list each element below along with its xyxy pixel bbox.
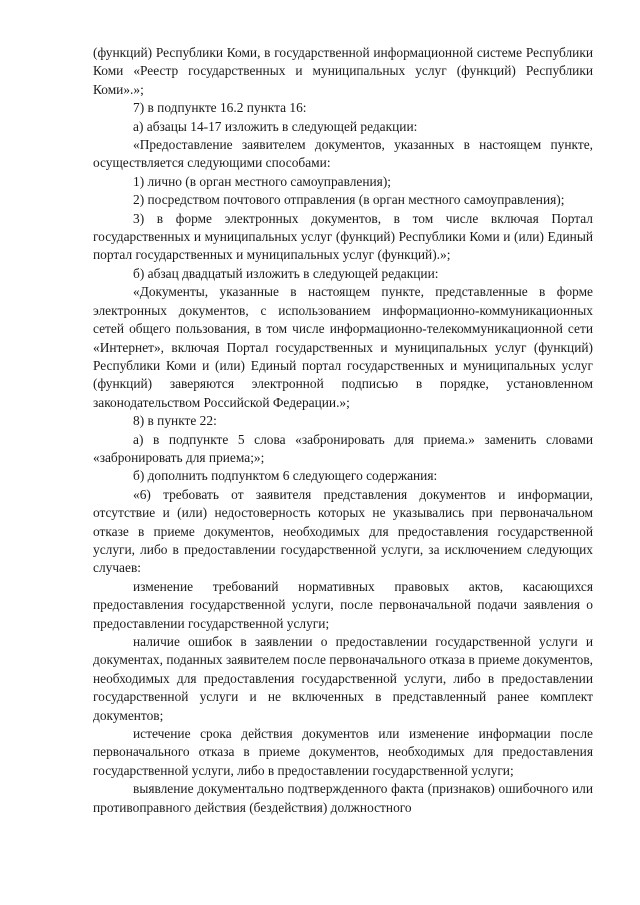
paragraph: 8) в пункте 22:	[133, 413, 217, 429]
paragraph: выявление документально подтвержденного факта (признаков) ошибочного или противоправного действия (бездействия) должностного	[93, 781, 593, 815]
paragraph: (функций) Республики Коми, в государственной информационной системе Республики Коми «Реестр государственных и муниципальных услуг (функций) Республики Коми».»;	[93, 45, 593, 97]
paragraph: истечение срока действия документов или изменение информации после первоначального отказа в приеме документов, необходимых для предоставления государственной услуги, либо в предоставлении государственной услуги;	[93, 726, 593, 778]
paragraph: «Предоставление заявителем документов, указанных в настоящем пункте, осуществляется следующими способами:	[93, 137, 593, 171]
paragraph: б) дополнить подпунктом 6 следующего содержания:	[133, 468, 438, 484]
paragraph: «6) требовать от заявителя представления документов и информации, отсутствие и (или) недостоверность которых не указывались при первоначальном отказе в приеме документов, необходимых для предоставления государственной услуги, либо в предоставлении государственной услуги, за исключением следующих случаев:	[93, 486, 593, 576]
paragraph: 2) посредством почтового отправления (в орган местного самоуправления);	[133, 192, 565, 208]
paragraph: 1) лично (в орган местного самоуправления);	[133, 173, 392, 189]
paragraph: б) абзац двадцатый изложить в следующей редакции:	[133, 265, 439, 281]
paragraph: 7) в подпункте 16.2 пункта 16:	[133, 100, 307, 116]
document-body	[93, 44, 593, 817]
paragraph: 3) в форме электронных документов, в том числе включая Портал государственных и муниципальных услуг (функций) Республики Коми и (или) Единый портал государственных и муниципальных услуг (функций).»;	[93, 210, 593, 263]
paragraph: «Документы, указанные в настоящем пункте, представленные в форме электронных документов, с использованием информационно-коммуникационных сетей общего пользования, в том числе информационно-телекоммуникационной сети «Интернет», включая Портал государственных и муниципальных услуг (функций) Республики Коми и (или) Единый портал государственных и муниципальных услуг (функций) заверяются электронной подписью в порядке, установленном законодательством Российской Федерации.»;	[93, 284, 593, 410]
paragraph: а) абзацы 14-17 изложить в следующей редакции:	[133, 118, 418, 134]
paragraph: изменение требований нормативных правовых актов, касающихся предоставления государственной услуги, после первоначальной подачи заявления о предоставлении государственной услуги;	[93, 578, 593, 631]
paragraph: наличие ошибок в заявлении о предоставлении государственной услуги и документах, поданных заявителем после первоначального отказа в приеме документов, необходимых для предоставления государственной услуги, либо в предоставлении государственной услуги и не включенных в представленный ранее комплект документов;	[93, 634, 593, 723]
paragraph: а) в подпункте 5 слова «забронировать для приема.» заменить словами «забронировать для приема;»;	[93, 431, 593, 465]
